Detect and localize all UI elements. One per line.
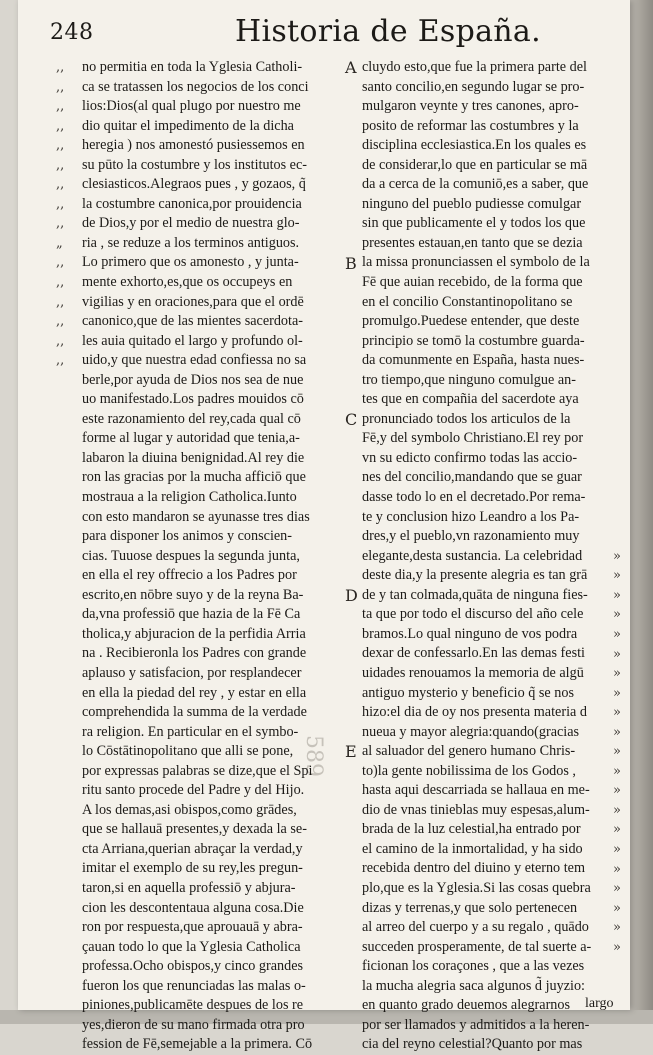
quote-mark: ,, [56, 214, 76, 234]
text-line: al arreo del cuerpo y a su regalo , quādo [362, 918, 624, 938]
text-line: por expressas palabras se dize,que el Spi [82, 762, 344, 782]
quote-mark: » [613, 762, 627, 782]
text-line: elegante,desta sustancia. La celebridad [362, 547, 624, 567]
text-line: de considerar,lo que en particular se mā [362, 156, 624, 176]
text-line: succeden prosperamente, de tal suerte a- [362, 938, 624, 958]
quote-mark: ,, [56, 293, 76, 313]
quote-mark: „ [56, 234, 76, 254]
text-line: vn su edicto confirmo todas las accio- [362, 449, 624, 469]
margin-letter: C [345, 410, 357, 429]
quote-mark: » [613, 742, 627, 762]
text-line: lios:Dios(al qual plugo por nuestro me [82, 97, 344, 117]
text-line: nes del concilio,mandando que se guar [362, 468, 624, 488]
text-line: recebida dentro del diuino y eterno tem [362, 859, 624, 879]
text-line: cion les descontentaua alguna cosa.Die [82, 899, 344, 919]
text-line: brada de la luz celestial,ha entrado por [362, 820, 624, 840]
text-line: principio se tomō la costumbre guarda- [362, 332, 624, 352]
text-line: da a cerca de la comuniō,es a saber, que [362, 175, 624, 195]
text-line: cta Arriana,querian abraçar la verdad,y [82, 840, 344, 860]
text-line: dio de vnas tinieblas muy espesas,alum- [362, 801, 624, 821]
text-line: les auia quitado el largo y profundo ol- [82, 332, 344, 352]
quote-mark: » [613, 547, 627, 567]
quote-mark: » [613, 703, 627, 723]
quote-mark: ,, [56, 273, 76, 293]
text-line: en el concilio Constantinopolitano se [362, 293, 624, 313]
text-line: dexar de confessarlo.En las demas festi [362, 644, 624, 664]
text-line: uidades renouamos la memoria de algū [362, 664, 624, 684]
margin-letter: E [345, 742, 357, 761]
quote-mark: » [613, 605, 627, 625]
text-line: tes que en compañia del sacerdote aya [362, 390, 624, 410]
text-line: ria , se reduze a los terminos antiguos. [82, 234, 344, 254]
quote-mark: » [613, 820, 627, 840]
quote-mark: » [613, 684, 627, 704]
left-text-column [82, 58, 344, 1055]
text-line: aplauso y satisfacion, por resplandecer [82, 664, 344, 684]
text-line: taron,si en aquella professiō y abjura- [82, 879, 344, 899]
text-line: da,vna professiō que hazia de la Fē Ca [82, 605, 344, 625]
quote-mark: ,, [56, 58, 76, 78]
margin-letter: D [345, 586, 358, 605]
text-line: bramos.Lo qual ninguno de vos podra [362, 625, 624, 645]
text-line: plo,que es la Yglesia.Si las cosas quebra [362, 879, 624, 899]
text-line: comprehendida la summa de la verdade [82, 703, 344, 723]
text-line: pronunciado todos los articulos de la [362, 410, 624, 430]
text-line: berle,por ayuda de Dios nos sea de nue [82, 371, 344, 391]
text-line: forme al lugar y autoridad que tenia,a- [82, 429, 344, 449]
text-line: antiguo mysterio y beneficio q̃ se nos [362, 684, 624, 704]
text-line: el camino de la inmortalidad, y ha sido [362, 840, 624, 860]
bleed-through-text: 589 [301, 735, 326, 777]
text-line: en quanto grado deuemos alegrarnos [362, 996, 624, 1016]
left-quotation-marks [56, 58, 76, 371]
quote-mark: » [613, 938, 627, 958]
text-line: mulgaron veynte y tres canones, apro- [362, 97, 624, 117]
text-line: este razonamiento del rey,cada qual cō [82, 410, 344, 430]
text-line: posito de reformar las costumbres y la [362, 117, 624, 137]
text-line: imitar el exemplo de su rey,les pregun- [82, 859, 344, 879]
margin-letter: A [345, 58, 357, 77]
text-line: ron las gracias por la mucha afficiō que [82, 468, 344, 488]
text-line: su pūto la costumbre y los institutos ec- [82, 156, 344, 176]
text-line: la costumbre canonica,por prouidencia [82, 195, 344, 215]
text-line: heregia ) nos amonestó pusiessemos en [82, 136, 344, 156]
text-line: mostraua a la religion Catholica.Iunto [82, 488, 344, 508]
quote-mark: ,, [56, 97, 76, 117]
text-line: que se hallauā presentes,y dexada la se- [82, 820, 344, 840]
text-line: dizas y terrenas,y que solo pertenecen [362, 899, 624, 919]
quote-mark: ,, [56, 253, 76, 273]
quote-mark: ,, [56, 117, 76, 137]
text-line: professa.Ocho obispos,y cinco grandes [82, 957, 344, 977]
text-line: piniones,publicamēte despues de los re [82, 996, 344, 1016]
quote-mark: » [613, 625, 627, 645]
text-line: to)la gente nobilissima de los Godos , [362, 762, 624, 782]
text-line: en ella la piedad del rey , y estar en ella [82, 684, 344, 704]
text-line: presentes estauan,en tanto que se dezia [362, 234, 624, 254]
text-line: te y conclusion hizo Leandro a los Pa- [362, 508, 624, 528]
text-line: hasta aqui descarriada se hallaua en me- [362, 781, 624, 801]
text-line: labaron la diuina benignidad.Al rey die [82, 449, 344, 469]
text-line: ca se tratassen los negocios de los conci [82, 78, 344, 98]
quote-mark: » [613, 586, 627, 606]
text-line: santo concilio,en segundo lugar se pro- [362, 78, 624, 98]
book-edge-right [630, 0, 653, 1024]
text-line: dio quitar el impedimento de la dicha [82, 117, 344, 137]
text-line: sin que publicamente el y todos los que [362, 214, 624, 234]
text-line: vigilias y en oraciones,para que el ordē [82, 293, 344, 313]
text-line: ta que por todo el discurso del año cele [362, 605, 624, 625]
text-line: de Dios,y por el medio de nuestra glo- [82, 214, 344, 234]
quote-mark: ,, [56, 136, 76, 156]
text-line: la missa pronunciassen el symbolo de la [362, 253, 624, 273]
right-text-column [362, 58, 624, 1055]
page-header [50, 14, 610, 48]
text-line: yes,dieron de su mano firmada otra pro [82, 1016, 344, 1036]
quote-mark: ,, [56, 156, 76, 176]
text-line: hizo:el dia de oy nos presenta materia d [362, 703, 624, 723]
quote-mark: » [613, 879, 627, 899]
page-number: 248 [50, 20, 94, 45]
text-line: de y tan colmada,quāta de ninguna fies- [362, 586, 624, 606]
text-line: mente exhorto,es,que os occupeys en [82, 273, 344, 293]
text-line: uido,y que nuestra edad confiessa no sa [82, 351, 344, 371]
text-line: ninguno del pueblo pudiesse comulgar [362, 195, 624, 215]
text-line: ron por respuesta,que aprouauā y abra- [82, 918, 344, 938]
quote-mark: » [613, 723, 627, 743]
text-line: no permitia en toda la Yglesia Catholi- [82, 58, 344, 78]
quote-mark: » [613, 860, 627, 880]
text-line: cias. Tuuose despues la segunda junta, [82, 547, 344, 567]
text-line: dres,y el pueblo,vn razonamiento muy [362, 527, 624, 547]
quote-mark: » [613, 664, 627, 684]
quote-mark: » [613, 801, 627, 821]
text-line: Fē,y del symbolo Christiano.El rey por [362, 429, 624, 449]
text-line: en ella el rey offrecio a los Padres por [82, 566, 344, 586]
text-line: da comunmente en España, hasta nues- [362, 351, 624, 371]
text-line: para disponer los animos y conscien- [82, 527, 344, 547]
text-line: promulgo.Puedese entender, que deste [362, 312, 624, 332]
text-line: fueron los que renunciadas las malas o- [82, 977, 344, 997]
text-line: disciplina ecclesiastica.En los quales es [362, 136, 624, 156]
text-line: escrito,en nōbre suyo y de la reyna Ba- [82, 586, 344, 606]
quote-mark: ,, [56, 351, 76, 371]
text-line: clesiasticos.Alegraos pues , y gozaos, q̃ [82, 175, 344, 195]
quote-mark: ,, [56, 195, 76, 215]
quote-mark: ,, [56, 312, 76, 332]
text-line: uo manifestado.Los padres mouidos cō [82, 390, 344, 410]
text-line: ritu santo procede del Padre y del Hijo. [82, 781, 344, 801]
text-line: nueua y mayor alegria:quando(gracias [362, 723, 624, 743]
text-line: lo Cōstātinopolitano que alli se pone, [82, 742, 344, 762]
text-line: cluydo esto,que fue la primera parte del [362, 58, 624, 78]
text-line: con esto mandaron se ayunasse tres dias [82, 508, 344, 528]
text-line: al saluador del genero humano Chris- [362, 742, 624, 762]
quote-mark: » [613, 840, 627, 860]
text-line: canonico,que de las mientes sacerdota- [82, 312, 344, 332]
text-line: la mucha alegria saca algunos d̃ juyzio: [362, 977, 624, 997]
quote-mark: » [613, 645, 627, 665]
text-line: çauan todo lo que la Yglesia Catholica [82, 938, 344, 958]
quote-mark: » [613, 899, 627, 919]
margin-letter: B [345, 254, 357, 273]
quote-mark: ,, [56, 175, 76, 195]
running-title: Historia de España. [235, 14, 541, 49]
text-line: fession de Fē,semejable a la primera. Cō [82, 1035, 344, 1055]
text-line: A los demas,asi obispos,como grādes, [82, 801, 344, 821]
quote-mark: ,, [56, 78, 76, 98]
text-line: Fē que auian recebido, de la forma que [362, 273, 624, 293]
text-line: ficionan los coraçones , que a las vezes [362, 957, 624, 977]
text-line: ra religion. En particular en el symbo- [82, 723, 344, 743]
quote-mark: » [613, 918, 627, 938]
text-line: tholica,y abjuracion de la perfidia Arria [82, 625, 344, 645]
quote-mark: » [613, 781, 627, 801]
text-line: dasse todo lo en el decretado.Por rema- [362, 488, 624, 508]
text-line: Lo primero que os amonesto , y junta- [82, 253, 344, 273]
quote-mark: ,, [56, 332, 76, 352]
quote-mark: » [613, 566, 627, 586]
text-line: cia del reyno celestial?Quanto por mas [362, 1035, 624, 1055]
text-line: na . Recibieronla los Padres con grande [82, 644, 344, 664]
text-line: tro tiempo,que ninguno comulgue an- [362, 371, 624, 391]
text-line: deste dia,y la presente alegria es tan grā [362, 566, 624, 586]
text-line: por ser llamados y admitidos a la heren- [362, 1016, 624, 1036]
catchword: largo [585, 996, 614, 1012]
